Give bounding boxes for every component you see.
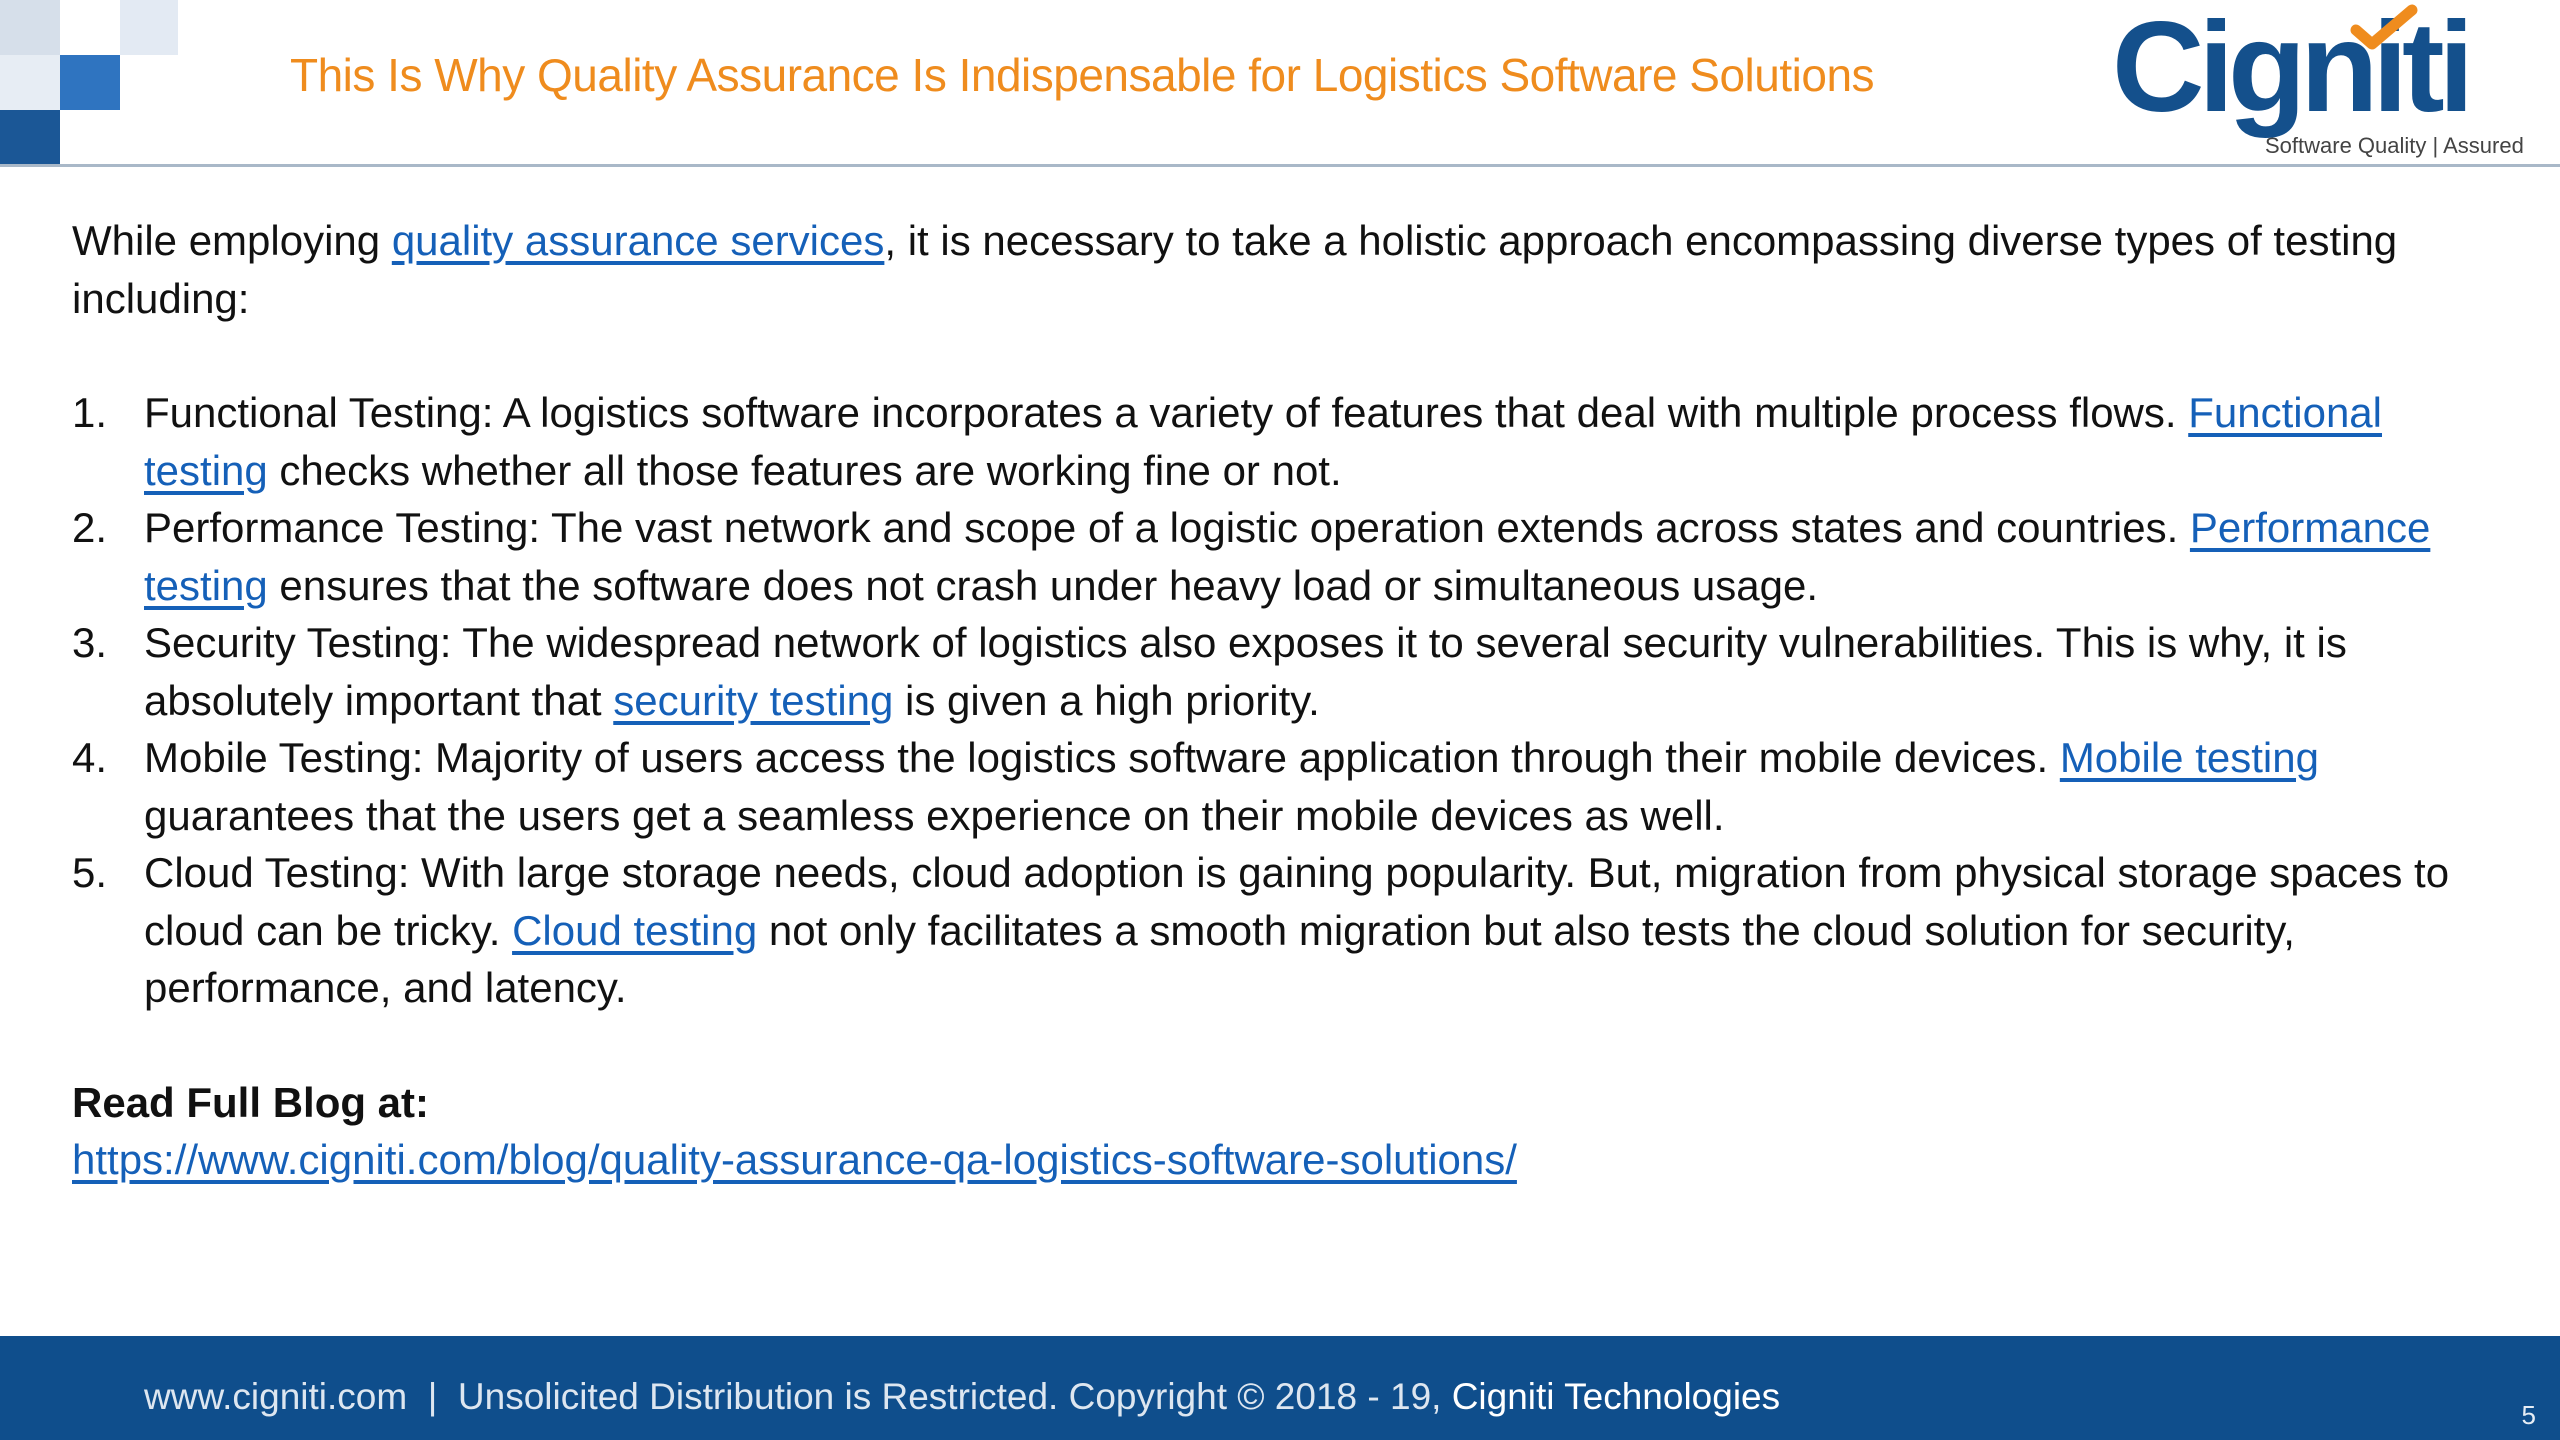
blog-url-link[interactable]: https://www.cigniti.com/blog/quality-assurance-qa-logistics-software-solutions/: [72, 1136, 1517, 1183]
footer-company: Cigniti Technologies: [1451, 1376, 1781, 1417]
list-item: 3. Security Testing: The widespread network of logistics also exposes it to several security vulnerabilities. This is why, it is absolutely important that security testing is given a high priority.: [72, 614, 2492, 729]
footer-copyright: www.cigniti.com | Unsolicited Distribution is Restricted. Copyright © 2018 - 19, Cigniti Technologies: [144, 1376, 1781, 1417]
cloud-testing-link[interactable]: Cloud testing: [512, 906, 758, 954]
logo-tagline: Software Quality | Assured: [2265, 133, 2524, 158]
page-number: 5: [2521, 1400, 2536, 1430]
header-divider: [0, 164, 2560, 167]
list-item: 2. Performance Testing: The vast network and scope of a logistic operation extends across states and countries. Performance testing ensures that the software does not crash under heavy load or simultaneous usage.: [72, 499, 2492, 614]
quality-assurance-services-link[interactable]: quality assurance services: [391, 217, 885, 264]
slide-body: [72, 212, 2492, 1189]
intro-paragraph: While employing quality assurance services, it is necessary to take a holistic approach encompassing diverse types of testing including:: [72, 217, 2398, 322]
cigniti-logo: [2100, 0, 2524, 166]
blog-url-paragraph: [72, 1131, 2492, 1189]
list-item: 4. Mobile Testing: Majority of users access the logistics software application through their mobile devices. Mobile testing guarantees that the users get a seamless experience on their mobile devices as well.: [72, 729, 2492, 844]
testing-types-list: [72, 384, 2492, 1017]
functional-testing-link[interactable]: Functional testing: [144, 389, 2382, 494]
list-item: 1. Functional Testing: A logistics software incorporates a variety of features that deal with multiple process flows. Functional testing checks whether all those features are working fine or not.: [72, 384, 2492, 499]
list-number: 5.: [72, 849, 108, 896]
list-number: 3.: [72, 619, 108, 666]
security-testing-link[interactable]: security testing: [613, 676, 894, 724]
list-item: 5. Cloud Testing: With large storage needs, cloud adoption is gaining popularity. But, migration from physical storage spaces to cloud can be tricky. Cloud testing not only facilitates a smooth migration but also tests the cloud solution for security, performance, and latency.: [72, 844, 2492, 1017]
list-number: 4.: [72, 734, 108, 781]
slide-footer: [0, 1336, 2560, 1440]
checkmark-icon: [2350, 4, 2420, 50]
list-number: 1.: [72, 389, 108, 436]
logo-wordmark: Cigniti: [2112, 0, 2469, 139]
list-number: 2.: [72, 504, 108, 551]
slide-title: This Is Why Quality Assurance Is Indispensable for Logistics Software Solutions: [290, 49, 1875, 101]
slide-header: [0, 0, 2560, 166]
mobile-testing-link[interactable]: Mobile testing: [2059, 734, 2319, 781]
read-full-blog-label: Read Full Blog at:: [72, 1078, 429, 1126]
performance-testing-link[interactable]: Performance testing: [144, 504, 2431, 609]
